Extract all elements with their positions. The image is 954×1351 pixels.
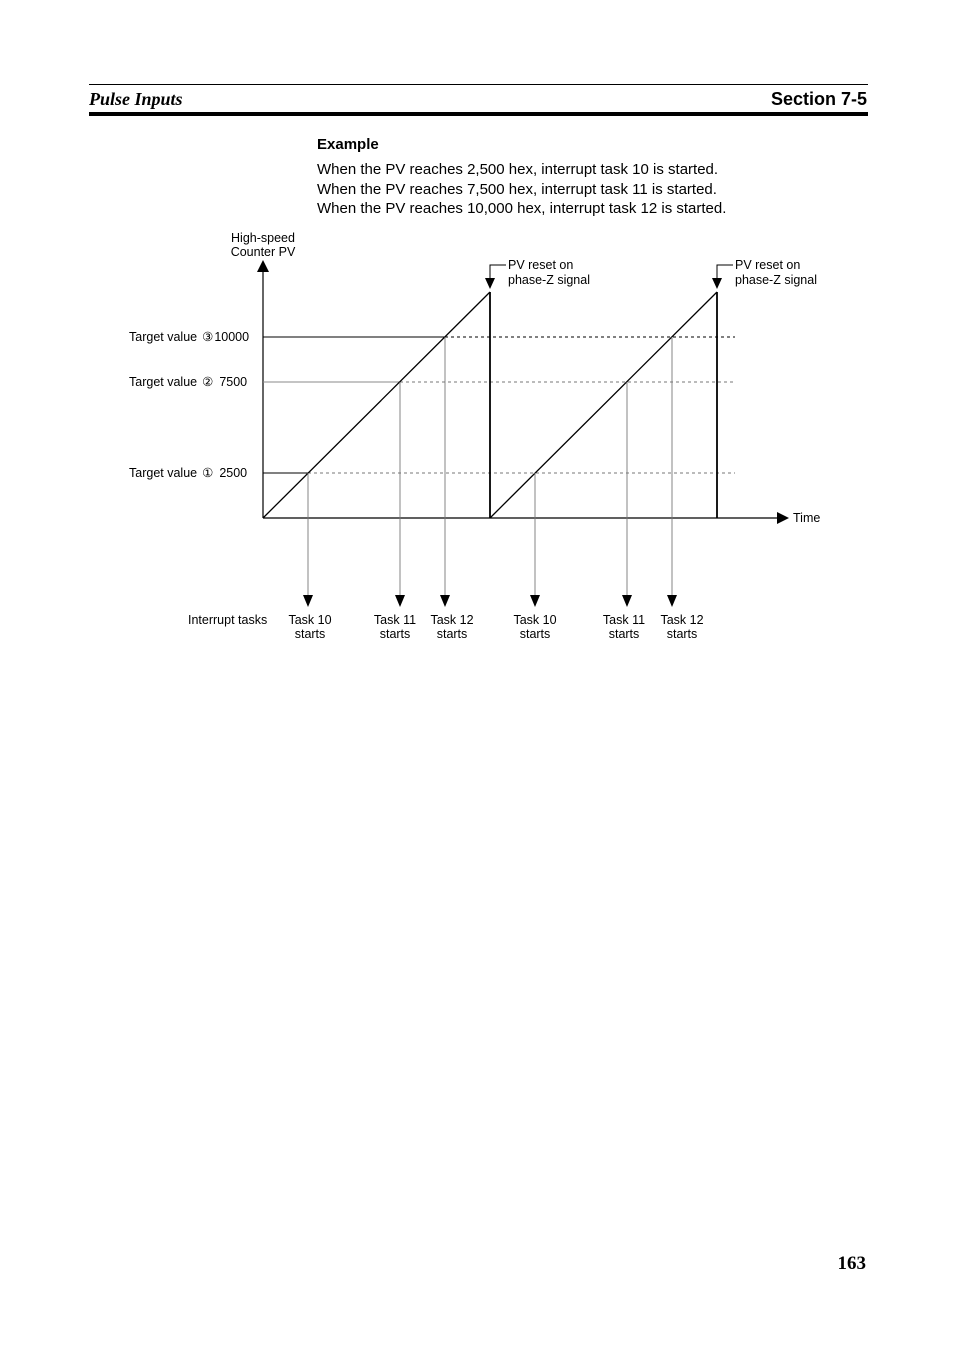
task-label-sub: starts bbox=[436, 627, 468, 641]
task-label: Task 12 bbox=[430, 613, 474, 627]
section-number: Section 7-5 bbox=[770, 89, 867, 109]
task-label: Task 11 bbox=[373, 613, 417, 627]
down-arrow-icon bbox=[530, 595, 540, 607]
reset-pointer-1 bbox=[490, 265, 506, 280]
pv-ramp-2 bbox=[490, 292, 717, 518]
pv-ramp-1 bbox=[263, 292, 490, 518]
task-label-sub: starts bbox=[666, 627, 698, 641]
target-label-3: Target value ③10000 bbox=[129, 330, 250, 344]
task-label: Task 12 bbox=[660, 613, 704, 627]
x-axis-arrow-icon bbox=[777, 512, 789, 524]
x-axis-label: Time bbox=[793, 511, 821, 525]
y-axis-arrow-icon bbox=[257, 260, 269, 272]
task-label: Task 11 bbox=[602, 613, 646, 627]
task-label: Task 10 bbox=[513, 613, 557, 627]
page-number: 163 bbox=[837, 1253, 866, 1274]
y-axis-label-line2: Counter PV bbox=[230, 245, 296, 259]
section-title: Pulse Inputs bbox=[89, 89, 183, 109]
example-heading: Example bbox=[317, 136, 379, 153]
reset-pointer-2 bbox=[717, 265, 733, 280]
example-line: When the PV reaches 2,500 hex, interrupt task 10 is started. bbox=[317, 161, 719, 178]
down-arrow-icon bbox=[440, 595, 450, 607]
down-arrow-icon bbox=[303, 595, 313, 607]
task-label-sub: starts bbox=[519, 627, 551, 641]
reset-arrow-1-icon bbox=[485, 278, 495, 289]
y-axis-label-line1: High-speed bbox=[231, 231, 295, 245]
down-arrow-icon bbox=[667, 595, 677, 607]
down-arrow-icon bbox=[622, 595, 632, 607]
task-label: Task 10 bbox=[288, 613, 332, 627]
down-arrow-icon bbox=[395, 595, 405, 607]
task-label-sub: starts bbox=[608, 627, 640, 641]
reset-arrow-2-icon bbox=[712, 278, 722, 289]
interrupt-tasks-label: Interrupt tasks bbox=[188, 613, 268, 627]
task-label-sub: starts bbox=[294, 627, 326, 641]
task-label-sub: starts bbox=[379, 627, 411, 641]
reset-label-2-line1: PV reset on bbox=[735, 258, 801, 272]
target-label-2: Target value ② 7500 bbox=[129, 375, 248, 389]
reset-label-1-line2: phase-Z signal bbox=[508, 273, 590, 287]
reset-label-1-line1: PV reset on bbox=[508, 258, 574, 272]
reset-label-2-line2: phase-Z signal bbox=[735, 273, 817, 287]
example-line: When the PV reaches 10,000 hex, interrupt task 12 is started. bbox=[317, 200, 727, 217]
example-line: When the PV reaches 7,500 hex, interrupt task 11 is started. bbox=[317, 180, 717, 198]
target-label-1: Target value ① 2500 bbox=[129, 466, 248, 480]
